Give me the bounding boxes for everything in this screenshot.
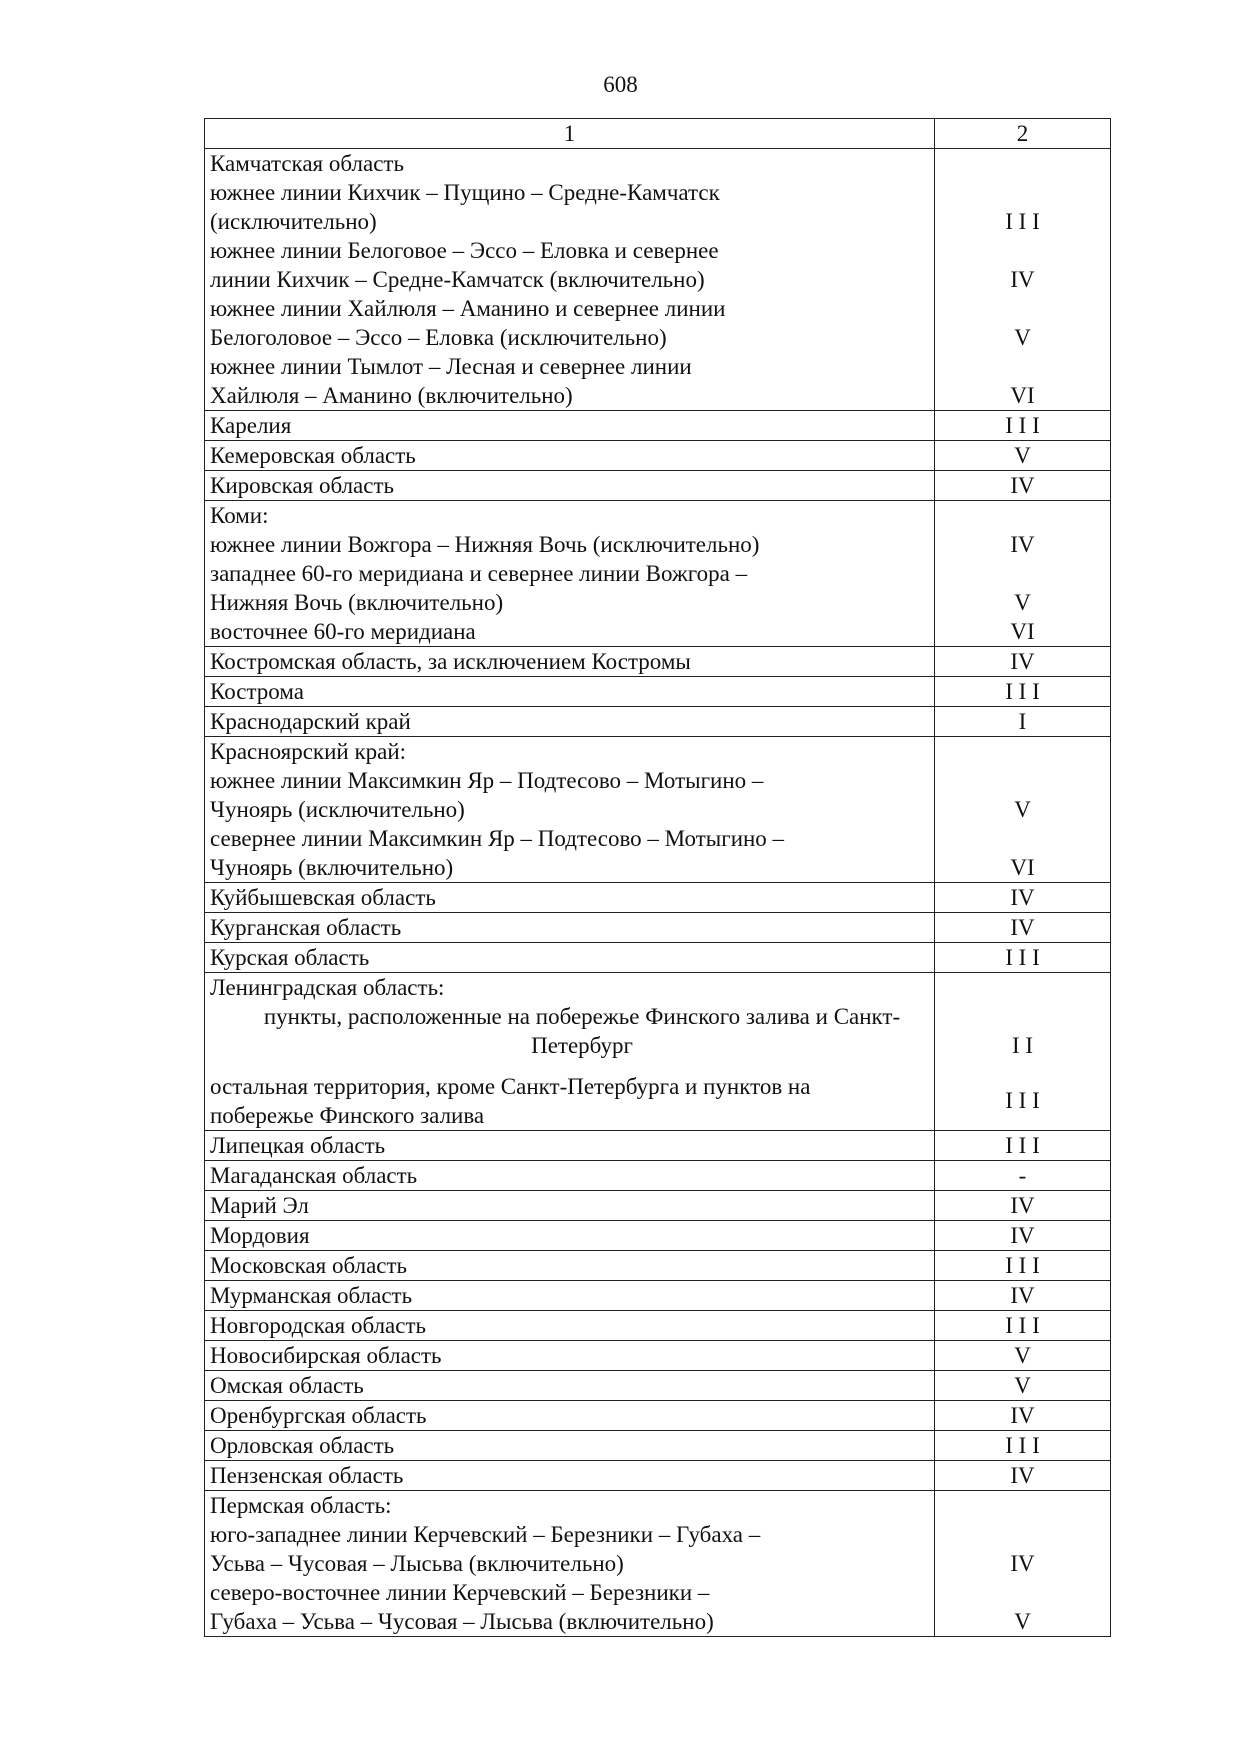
table-row-mari-el <box>205 1191 1111 1221</box>
category-value: V <box>1014 590 1031 615</box>
region-cell: Оренбургская область <box>205 1401 935 1431</box>
region-title: Пермская область: <box>210 1493 392 1518</box>
table-row-krasnoyarsk <box>205 737 1111 883</box>
category-cell: IV <box>935 471 1111 501</box>
region-cell: Омская область <box>205 1371 935 1401</box>
region-cell: Кировская область <box>205 471 935 501</box>
category-value: V <box>1014 1609 1031 1634</box>
category-cell: IV <box>935 883 1111 913</box>
table-row-kostroma-oblast <box>205 647 1111 677</box>
region-cell: Мордовия <box>205 1221 935 1251</box>
region-subline: Чуноярь (исключительно) <box>210 797 465 822</box>
region-subline: западнее 60-го меридиана и севернее линии Вожгора – <box>210 561 748 586</box>
table-row-lipetsk <box>205 1131 1111 1161</box>
table-row-kemerovo <box>205 441 1111 471</box>
category-value: I I <box>1011 1033 1034 1058</box>
region-cell <box>205 1491 935 1637</box>
table-row-kursk <box>205 943 1111 973</box>
region-subline: Чуноярь (включительно) <box>210 855 454 880</box>
category-value: VI <box>1010 855 1035 880</box>
table-row-karelia <box>205 411 1111 441</box>
region-subline: севернее линии Максимкин Яр – Подтесово – Мотыгино – <box>210 826 785 851</box>
table-row-murmansk <box>205 1281 1111 1311</box>
region-cell: Липецкая область <box>205 1131 935 1161</box>
region-subline: северо-восточнее линии Керчевский – Березники – <box>210 1580 710 1605</box>
region-cell: Новосибирская область <box>205 1341 935 1371</box>
table-row-omsk <box>205 1371 1111 1401</box>
category-cell: I I I <box>935 943 1111 973</box>
category-cell: IV <box>935 1221 1111 1251</box>
category-cell: I I I <box>935 1131 1111 1161</box>
category-cell: I I I <box>935 1431 1111 1461</box>
category-cell <box>935 501 1111 647</box>
category-value: IV <box>1010 1551 1035 1576</box>
region-cell: Кострома <box>205 677 935 707</box>
category-cell <box>935 737 1111 883</box>
region-cell: Курская область <box>205 943 935 973</box>
region-cell: Московская область <box>205 1251 935 1281</box>
category-value: IV <box>1010 532 1035 557</box>
region-subline: южнее линии Тымлот – Лесная и севернее линии <box>210 354 692 379</box>
region-cell: Пензенская область <box>205 1461 935 1491</box>
table-row-novosibirsk <box>205 1341 1111 1371</box>
category-cell: I I I <box>935 411 1111 441</box>
table-header-row <box>205 119 1111 149</box>
region-title: Ленинградская область: <box>210 975 445 1000</box>
category-value: V <box>1014 325 1031 350</box>
region-cell <box>205 149 935 411</box>
category-cell: IV <box>935 1191 1111 1221</box>
category-cell: V <box>935 441 1111 471</box>
region-title: Камчатская область <box>210 151 404 176</box>
table-row-kirov <box>205 471 1111 501</box>
category-cell: IV <box>935 913 1111 943</box>
table-row-kuibyshev <box>205 883 1111 913</box>
table-row-novgorod <box>205 1311 1111 1341</box>
table-row-perm <box>205 1491 1111 1637</box>
region-title: Коми: <box>210 503 269 528</box>
region-cell: Марий Эл <box>205 1191 935 1221</box>
category-cell: I I I <box>935 1311 1111 1341</box>
region-subline: Хайлюля – Аманино (включительно) <box>210 383 573 408</box>
region-cell: Куйбышевская область <box>205 883 935 913</box>
region-subline: южнее линии Кихчик – Пущино – Средне-Камчатск <box>210 180 720 205</box>
category-cell <box>935 973 1111 1131</box>
region-subline: Усьва – Чусовая – Лысьва (включительно) <box>210 1551 624 1576</box>
region-subline: Белоголовое – Эссо – Еловка (исключительно) <box>210 325 667 350</box>
table-row-mordovia <box>205 1221 1111 1251</box>
region-subline: южнее линии Белоговое – Эссо – Еловка и севернее <box>210 238 719 263</box>
column-header-2: 2 <box>935 119 1111 149</box>
region-subline: южнее линии Хайлюля – Аманино и севернее линии <box>210 296 726 321</box>
region-subline: южнее линии Вожгора – Нижняя Вочь (исключительно) <box>210 532 760 557</box>
region-cell: Курганская область <box>205 913 935 943</box>
region-cell <box>205 737 935 883</box>
region-subline: остальная территория, кроме Санкт-Петербурга и пунктов на <box>210 1074 811 1099</box>
region-cell: Орловская область <box>205 1431 935 1461</box>
table-row-orel <box>205 1431 1111 1461</box>
category-value: I I I <box>1005 1088 1040 1113</box>
region-cell: Магаданская область <box>205 1161 935 1191</box>
category-cell: I I I <box>935 677 1111 707</box>
table-row-krasnodar <box>205 707 1111 737</box>
region-subline: (исключительно) <box>210 209 377 234</box>
region-cell <box>205 501 935 647</box>
category-cell: IV <box>935 1461 1111 1491</box>
category-cell <box>935 1491 1111 1637</box>
category-value: I I I <box>1005 209 1040 234</box>
region-subline: юго-западнее линии Керчевский – Березники – Губаха – <box>210 1522 761 1547</box>
category-cell: IV <box>935 1401 1111 1431</box>
region-cell: Новгородская область <box>205 1311 935 1341</box>
category-cell <box>935 149 1111 411</box>
table-row-orenburg <box>205 1401 1111 1431</box>
region-subline: южнее линии Максимкин Яр – Подтесово – Мотыгино – <box>210 768 764 793</box>
category-cell: I I I <box>935 1251 1111 1281</box>
category-value: IV <box>1010 267 1035 292</box>
region-subline: восточнее 60-го меридиана <box>210 619 476 644</box>
category-cell: - <box>935 1161 1111 1191</box>
region-cell: Краснодарский край <box>205 707 935 737</box>
region-title: Красноярский край: <box>210 739 407 764</box>
region-cell: Мурманская область <box>205 1281 935 1311</box>
table-row-moscow <box>205 1251 1111 1281</box>
category-cell: V <box>935 1341 1111 1371</box>
table-row-leningrad <box>205 973 1111 1131</box>
region-subline: Нижняя Вочь (включительно) <box>210 590 504 615</box>
region-cell <box>205 973 935 1131</box>
region-cell: Костромская область, за исключением Костромы <box>205 647 935 677</box>
page-number: 608 <box>603 72 638 97</box>
category-value: VI <box>1010 619 1035 644</box>
region-subline: линии Кихчик – Средне-Камчатск (включительно) <box>210 267 705 292</box>
category-cell: I <box>935 707 1111 737</box>
table-row-kurgan <box>205 913 1111 943</box>
column-header-1: 1 <box>205 119 935 149</box>
region-subline: Губаха – Усьва – Чусовая – Лысьва (включительно) <box>210 1609 714 1634</box>
category-cell: V <box>935 1371 1111 1401</box>
table-row-kostroma <box>205 677 1111 707</box>
table-row-magadan <box>205 1161 1111 1191</box>
table-row-penza <box>205 1461 1111 1491</box>
category-value: V <box>1014 797 1031 822</box>
region-subline: побережье Финского залива <box>210 1103 485 1128</box>
region-subline: пункты, расположенные на побережье Финского залива и Санкт-Петербург <box>263 1004 901 1058</box>
region-cell: Кемеровская область <box>205 441 935 471</box>
category-cell: IV <box>935 1281 1111 1311</box>
region-cell: Карелия <box>205 411 935 441</box>
category-value: VI <box>1010 383 1035 408</box>
climate-region-table <box>204 118 1111 1637</box>
table-row-kamchatka <box>205 149 1111 411</box>
table-row-komi <box>205 501 1111 647</box>
category-cell: IV <box>935 647 1111 677</box>
